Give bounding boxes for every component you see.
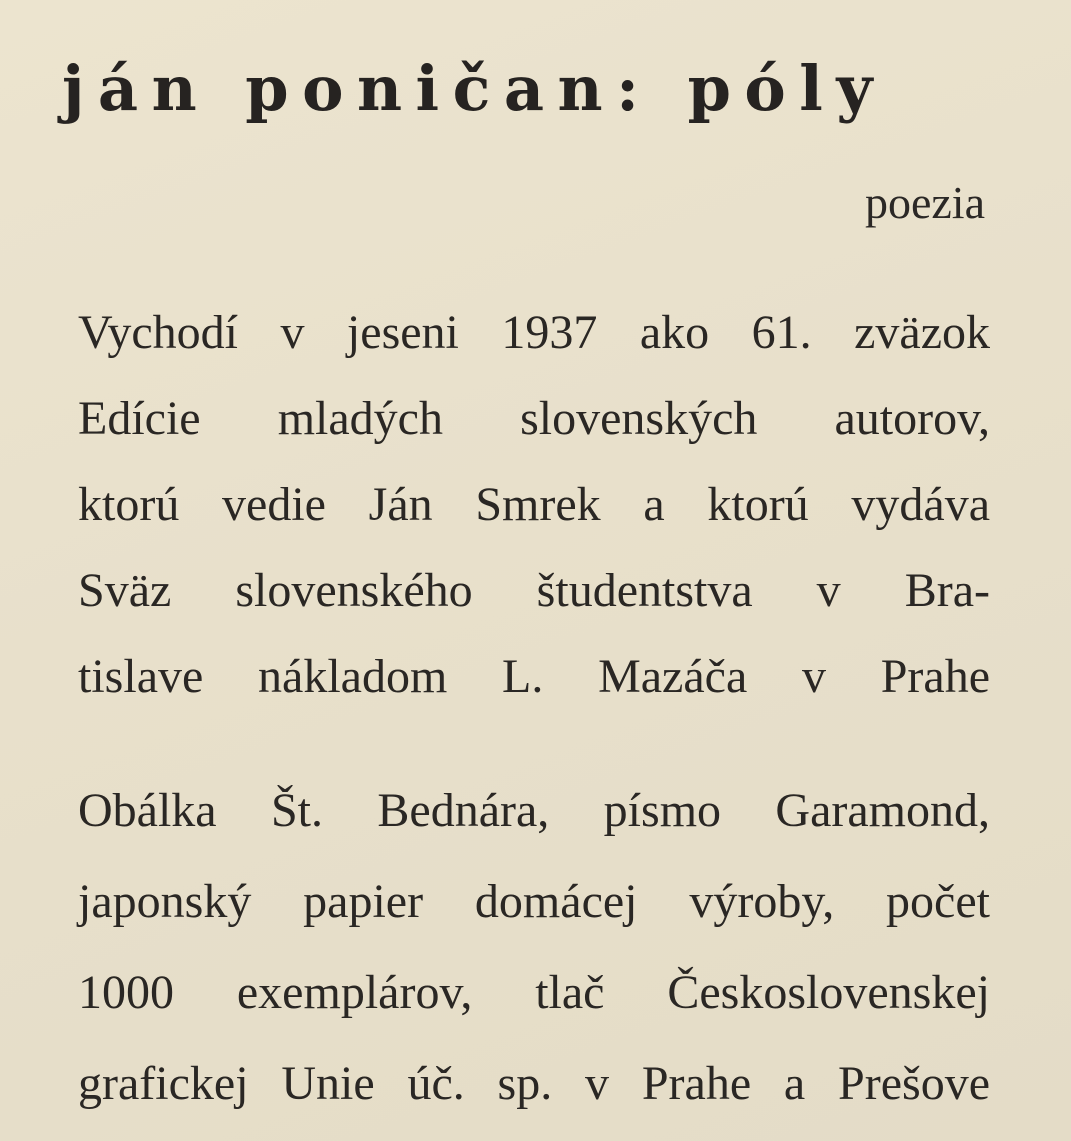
paragraph-line: tislave nákladom L. Mazáča v Prahe (78, 650, 990, 703)
paragraph-line: Sväz slovenského študentstva v Bra- (78, 564, 990, 617)
publication-paragraph (78, 290, 990, 720)
book-title: ján poničan: póly (62, 52, 886, 125)
paragraph-line: grafickej Unie úč. sp. v Prahe a Prešove (78, 1057, 990, 1110)
paragraph-line: 1000 exemplárov, tlač Československej (78, 966, 990, 1019)
paragraph-line: Vychodí v jeseni 1937 ako 61. zväzok (78, 306, 990, 359)
paragraph-line: ktorú vedie Ján Smrek a ktorú vydáva (78, 478, 990, 531)
paragraph-line: Obálka Št. Bednára, písmo Garamond, (78, 784, 990, 837)
book-genre-subtitle: poezia (864, 177, 985, 228)
paragraph-line: japonský papier domácej výroby, počet (78, 875, 990, 928)
print-details-paragraph (78, 765, 990, 1129)
paragraph-line: Edície mladých slovenských autorov, (78, 392, 990, 445)
